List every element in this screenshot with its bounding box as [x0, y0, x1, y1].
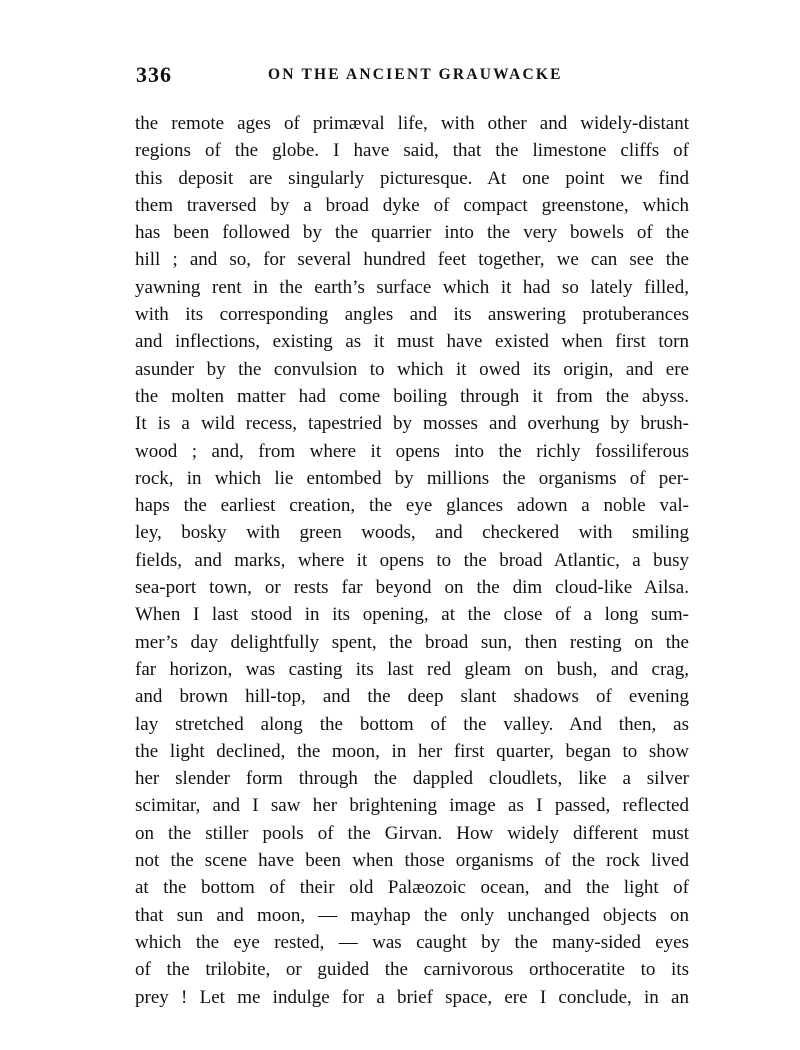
text-line: hill ; and so, for several hundred feet together, we can see the	[135, 249, 689, 271]
text-line: of the trilobite, or guided the carnivorous orthoceratite to its	[135, 959, 689, 981]
text-line: regions of the globe. I have said, that the limestone cliffs of	[135, 140, 689, 162]
text-line: far horizon, was casting its last red gleam on bush, and crag,	[135, 658, 689, 680]
text-line: lay stretched along the bottom of the valley. And then, as	[135, 713, 689, 735]
text-line: which the eye rested, — was caught by the many-sided eyes	[135, 931, 689, 953]
text-line: and inflections, existing as it must have existed when first torn	[135, 331, 689, 353]
text-line: wood ; and, from where it opens into the richly fossiliferous	[135, 440, 689, 462]
text-line: that sun and moon, — mayhap the only unchanged objects on	[135, 904, 689, 926]
text-line: mer’s day delightfully spent, the broad sun, then resting on the	[135, 631, 689, 653]
text-line: and brown hill-top, and the deep slant shadows of evening	[135, 686, 689, 708]
page-number: 336	[136, 62, 172, 87]
text-line: fields, and marks, where it opens to the broad Atlantic, a busy	[135, 549, 689, 571]
text-line: When I last stood in its opening, at the close of a long sum-	[135, 604, 689, 626]
text-line: the light declined, the moon, in her first quarter, began to show	[135, 740, 689, 762]
text-line: has been followed by the quarrier into the very bowels of the	[135, 222, 689, 244]
text-line: rock, in which lie entombed by millions the organisms of per-	[135, 467, 689, 489]
text-line: scimitar, and I saw her brightening image as I passed, reflected	[135, 795, 689, 817]
text-line: asunder by the convulsion to which it owed its origin, and ere	[135, 358, 689, 380]
text-line: ley, bosky with green woods, and checkered with smiling	[135, 522, 689, 544]
text-line: sea-port town, or rests far beyond on the dim cloud-like Ailsa.	[135, 577, 689, 599]
text-line: haps the earliest creation, the eye glances adown a noble val-	[135, 495, 689, 517]
text-line: the remote ages of primæval life, with other and widely-distant	[135, 113, 689, 134]
text-line: with its corresponding angles and its answering protuberances	[135, 304, 689, 326]
running-head	[136, 62, 684, 94]
text-line: yawning rent in the earth’s surface which it had so lately filled,	[135, 276, 689, 298]
text-line: not the scene have been when those organisms of the rock lived	[135, 850, 689, 872]
text-line: at the bottom of their old Palæozoic ocean, and the light of	[135, 877, 689, 899]
text-line: on the stiller pools of the Girvan. How widely different must	[135, 822, 689, 844]
text-line: prey ! Let me indulge for a brief space, ere I conclude, in an	[135, 986, 689, 1008]
text-line: this deposit are singularly picturesque. At one point we find	[135, 167, 689, 189]
text-line: them traversed by a broad dyke of compact greenstone, which	[135, 194, 689, 216]
text-line: her slender form through the dappled cloudlets, like a silver	[135, 768, 689, 790]
text-line: the molten matter had come boiling through it from the abyss.	[135, 385, 689, 407]
body-text	[135, 110, 689, 1011]
running-title: ON THE ANCIENT GRAUWACKE	[268, 66, 563, 83]
text-line: It is a wild recess, tapestried by mosses and overhung by brush-	[135, 413, 689, 435]
